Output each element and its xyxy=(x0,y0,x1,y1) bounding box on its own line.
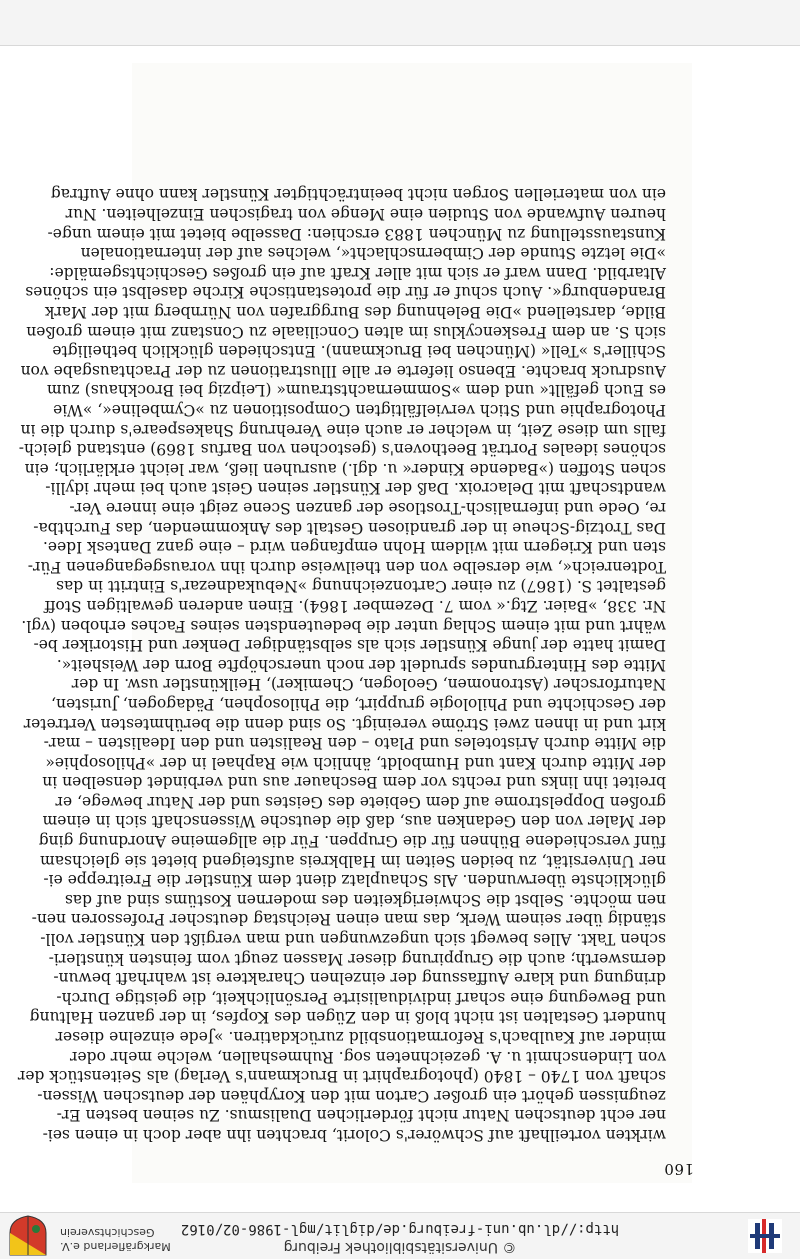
text-line: breitet ihn links und rechts vor dem Beschauer aus und verbindet denselben in xyxy=(42,773,666,792)
text-line: Mitte des Hintergrundes sprudelt der noch unerschöpfte Born der Weisheit«. xyxy=(56,655,666,674)
text-line: der Geschichte und Philologie gruppirt, die Philosophen, Pädagogen, Juristen, xyxy=(51,694,666,713)
text-line: Altarbild. Dann warf er sich mit aller Kraft auf ein großes Geschichtsgemälde: xyxy=(49,263,666,282)
text-line: gestaltet S. (1867) zu einer Cartonzeichnung »Nebukadnezar's Eintritt in das xyxy=(56,577,666,596)
text-line: Damit hatte der junge Künstler sich als selbständiger Denker und Historiker be- xyxy=(33,636,666,655)
text-line: Brandenburg«. Auch schuf er für die protestantische Kirche daselbst ein schönes xyxy=(25,283,666,302)
text-line: schen Takt. Alles bewegt sich ungezwungen und man vergißt den Künstler voll- xyxy=(40,930,666,949)
copyright-text: © Universitätsbibliothek Freiburg xyxy=(283,1239,517,1255)
text-line: schen Stoffen (»Badende Kinder« u. dgl.) ausruhen ließ, war leicht erklärlich; ein xyxy=(24,459,666,478)
text-line: sten und Kriegern mit wildem Hohn empfangen wird – eine ganz Dantesk Idee. xyxy=(42,538,666,557)
viewer-bottom-bar xyxy=(0,0,800,46)
coat-of-arms-icon xyxy=(8,1215,48,1257)
page-url-link[interactable]: http://dl.ub.uni-freiburg.de/diglit/mgl-1986-02/0162 xyxy=(180,1221,620,1237)
text-line: ständig über seinem Werk, das man einen Reichstag deutscher Professoren nen- xyxy=(31,910,666,929)
text-line: heuren Aufwande von Studien eine Menge von tragischen Einzelheiten. Nur xyxy=(65,205,666,224)
text-line: Das Trotzig-Scheue in der grandiosen Gestalt des Ankommenden, das Furchtba- xyxy=(33,518,666,537)
text-line: Todtenreich«, wie derselbe von den theilweise durch ihn vorausgegangenen Für- xyxy=(27,557,666,576)
text-line: zeugnissen gehört ein großer Carton mit den Koryphäen der deutschen Wissen- xyxy=(37,1086,666,1105)
text-line: wandtschaft mit Delacroix. Daß der Künstler seinen Geist auch bei mehr idylli- xyxy=(45,479,666,498)
text-line: Bilde, darstellend »Die Belehnung des Burggrafen von Nürnberg mit der Mark xyxy=(44,303,666,322)
text-line: ner echt deutschen Natur nicht förderlichen Dualismus. Zu seinen besten Er- xyxy=(56,1106,666,1125)
text-line: Naturforscher (Astronomen, Geologen, Chemiker), Heilkünstler usw. In der xyxy=(71,675,666,694)
text-line: glücklichste überwunden. Als Schauplatz dient dem Künstler die Freitreppe ei- xyxy=(43,871,666,890)
page-body-text xyxy=(17,184,666,1144)
text-line: dernswerth; auch die Gruppirung dieser Massen zeugt vom feinsten künstleri- xyxy=(48,949,666,968)
org-name xyxy=(60,1225,171,1253)
text-line: hundert Gestalten ist nicht bloß in den Zügen des Kopfes, in der ganzen Haltung xyxy=(29,1008,666,1027)
text-line: dringung und klare Auffassung der einzelnen Charaktere ist wahrhaft bewun- xyxy=(53,969,666,988)
text-line: wirkten vorteilhaft auf Schwörer's Colorit, brachten ihn aber doch in einen sei- xyxy=(42,1126,666,1144)
text-line: der Mitte durch Kant und Humboldt, ähnlich wie Raphael in der »Philosophie« xyxy=(45,753,666,772)
text-line: die Mitte durch Aristoteles und Plato – den Realisten und den Idealisten – mar- xyxy=(43,734,666,753)
text-line: re, Oede und infernalisch-Trostlose der ganzen Scene zeigt eine innere Ver- xyxy=(69,499,666,517)
org-name-line1: Markgräflerland e.V. xyxy=(60,1240,171,1253)
text-line: schönes ideales Porträt Beethoven's (gestochen von Barfus 1869) entstand gleich- xyxy=(18,440,666,459)
text-line: währt und mit einem Schlag unter die bedeutendsten seines Faches erhoben (vgl. xyxy=(21,616,666,635)
text-line: »Die letzte Stunde der Cimbernschlacht«, welches auf der internationalen xyxy=(80,244,666,263)
page-number: 160 xyxy=(663,1160,694,1178)
text-line: ein von materiellen Sorgen nicht beeinträchtigter Künstler kann ohne Auftrag xyxy=(50,185,666,204)
text-line: fünf verschiedene Bühnen für die Gruppen. Für die allgemeine Anordnung ging xyxy=(38,832,666,851)
text-line: es Euch gefällt« und dem »Sommernachtstraum« (Leipzig bei Brockhaus) zum xyxy=(46,381,666,400)
text-line: großen Doppelstrome auf dem Gebiete des Geistes und der Natur bewege, er xyxy=(55,792,666,811)
viewer-header-bar xyxy=(0,1212,800,1259)
text-line: falls um diese Zeit, in welcher er auch eine Verehrung Shakespeare's durch die in xyxy=(20,420,666,439)
text-line: von Lindenschmit u. A. gezeichneten sog. Ruhmeshallen, welche mehr oder xyxy=(69,1047,666,1066)
text-line: Kunstausstellung zu München 1883 erschien: Dasselbe bietet mit einem unge- xyxy=(47,224,666,243)
text-line: schaft von 1740 – 1840 (photographirt in Bruckmann's Verlag) als Seitenstück der xyxy=(17,1067,666,1086)
text-line: ner Universität, zu beiden Seiten im Halbkreis aufsteigend bietet sie gleichsam xyxy=(40,851,666,870)
text-line: kirt und in ihnen zwei Ströme vereinigt. So sind denn die berühmtesten Vertreter xyxy=(23,714,666,733)
text-line: der Maler von den Gedanken aus, daß die deutsche Wissenschaft sich in einem xyxy=(42,812,666,831)
text-line: nen möchte. Selbst die Schwierigkeiten des modernen Kostüms sind auf das xyxy=(64,890,666,909)
text-line: minder auf Kaulbach's Reformationsbild zurückdatiren. »Jede einzelne dieser xyxy=(55,1028,666,1047)
text-line: Ausdruck brachte. Ebenso lieferte er alle Illustrationen zu der Prachtausgabe von xyxy=(20,361,666,380)
text-line: Photographie und Stich vervielfältigten Compositionen zu »Cymbeline«, »Wie xyxy=(53,401,666,420)
text-line: Nr. 338, »Baier. Ztg.« vom 7. Dezember 1864). Einen anderen gewaltigen Stoff xyxy=(44,596,666,615)
text-line: und Bewegung eine scharf individualisirte Persönlichkeit, die geistige Durch- xyxy=(56,988,666,1007)
text-line: sich S. an dem Freskencyklus im alten Conciliaale zu Constanz mit einem großen xyxy=(26,322,666,341)
text-line: Schiller's »Tell« (München bei Bruckmann). Entschieden glücklich betheiligte xyxy=(52,342,666,361)
org-name-line2: Geschichtsverein xyxy=(60,1226,155,1239)
